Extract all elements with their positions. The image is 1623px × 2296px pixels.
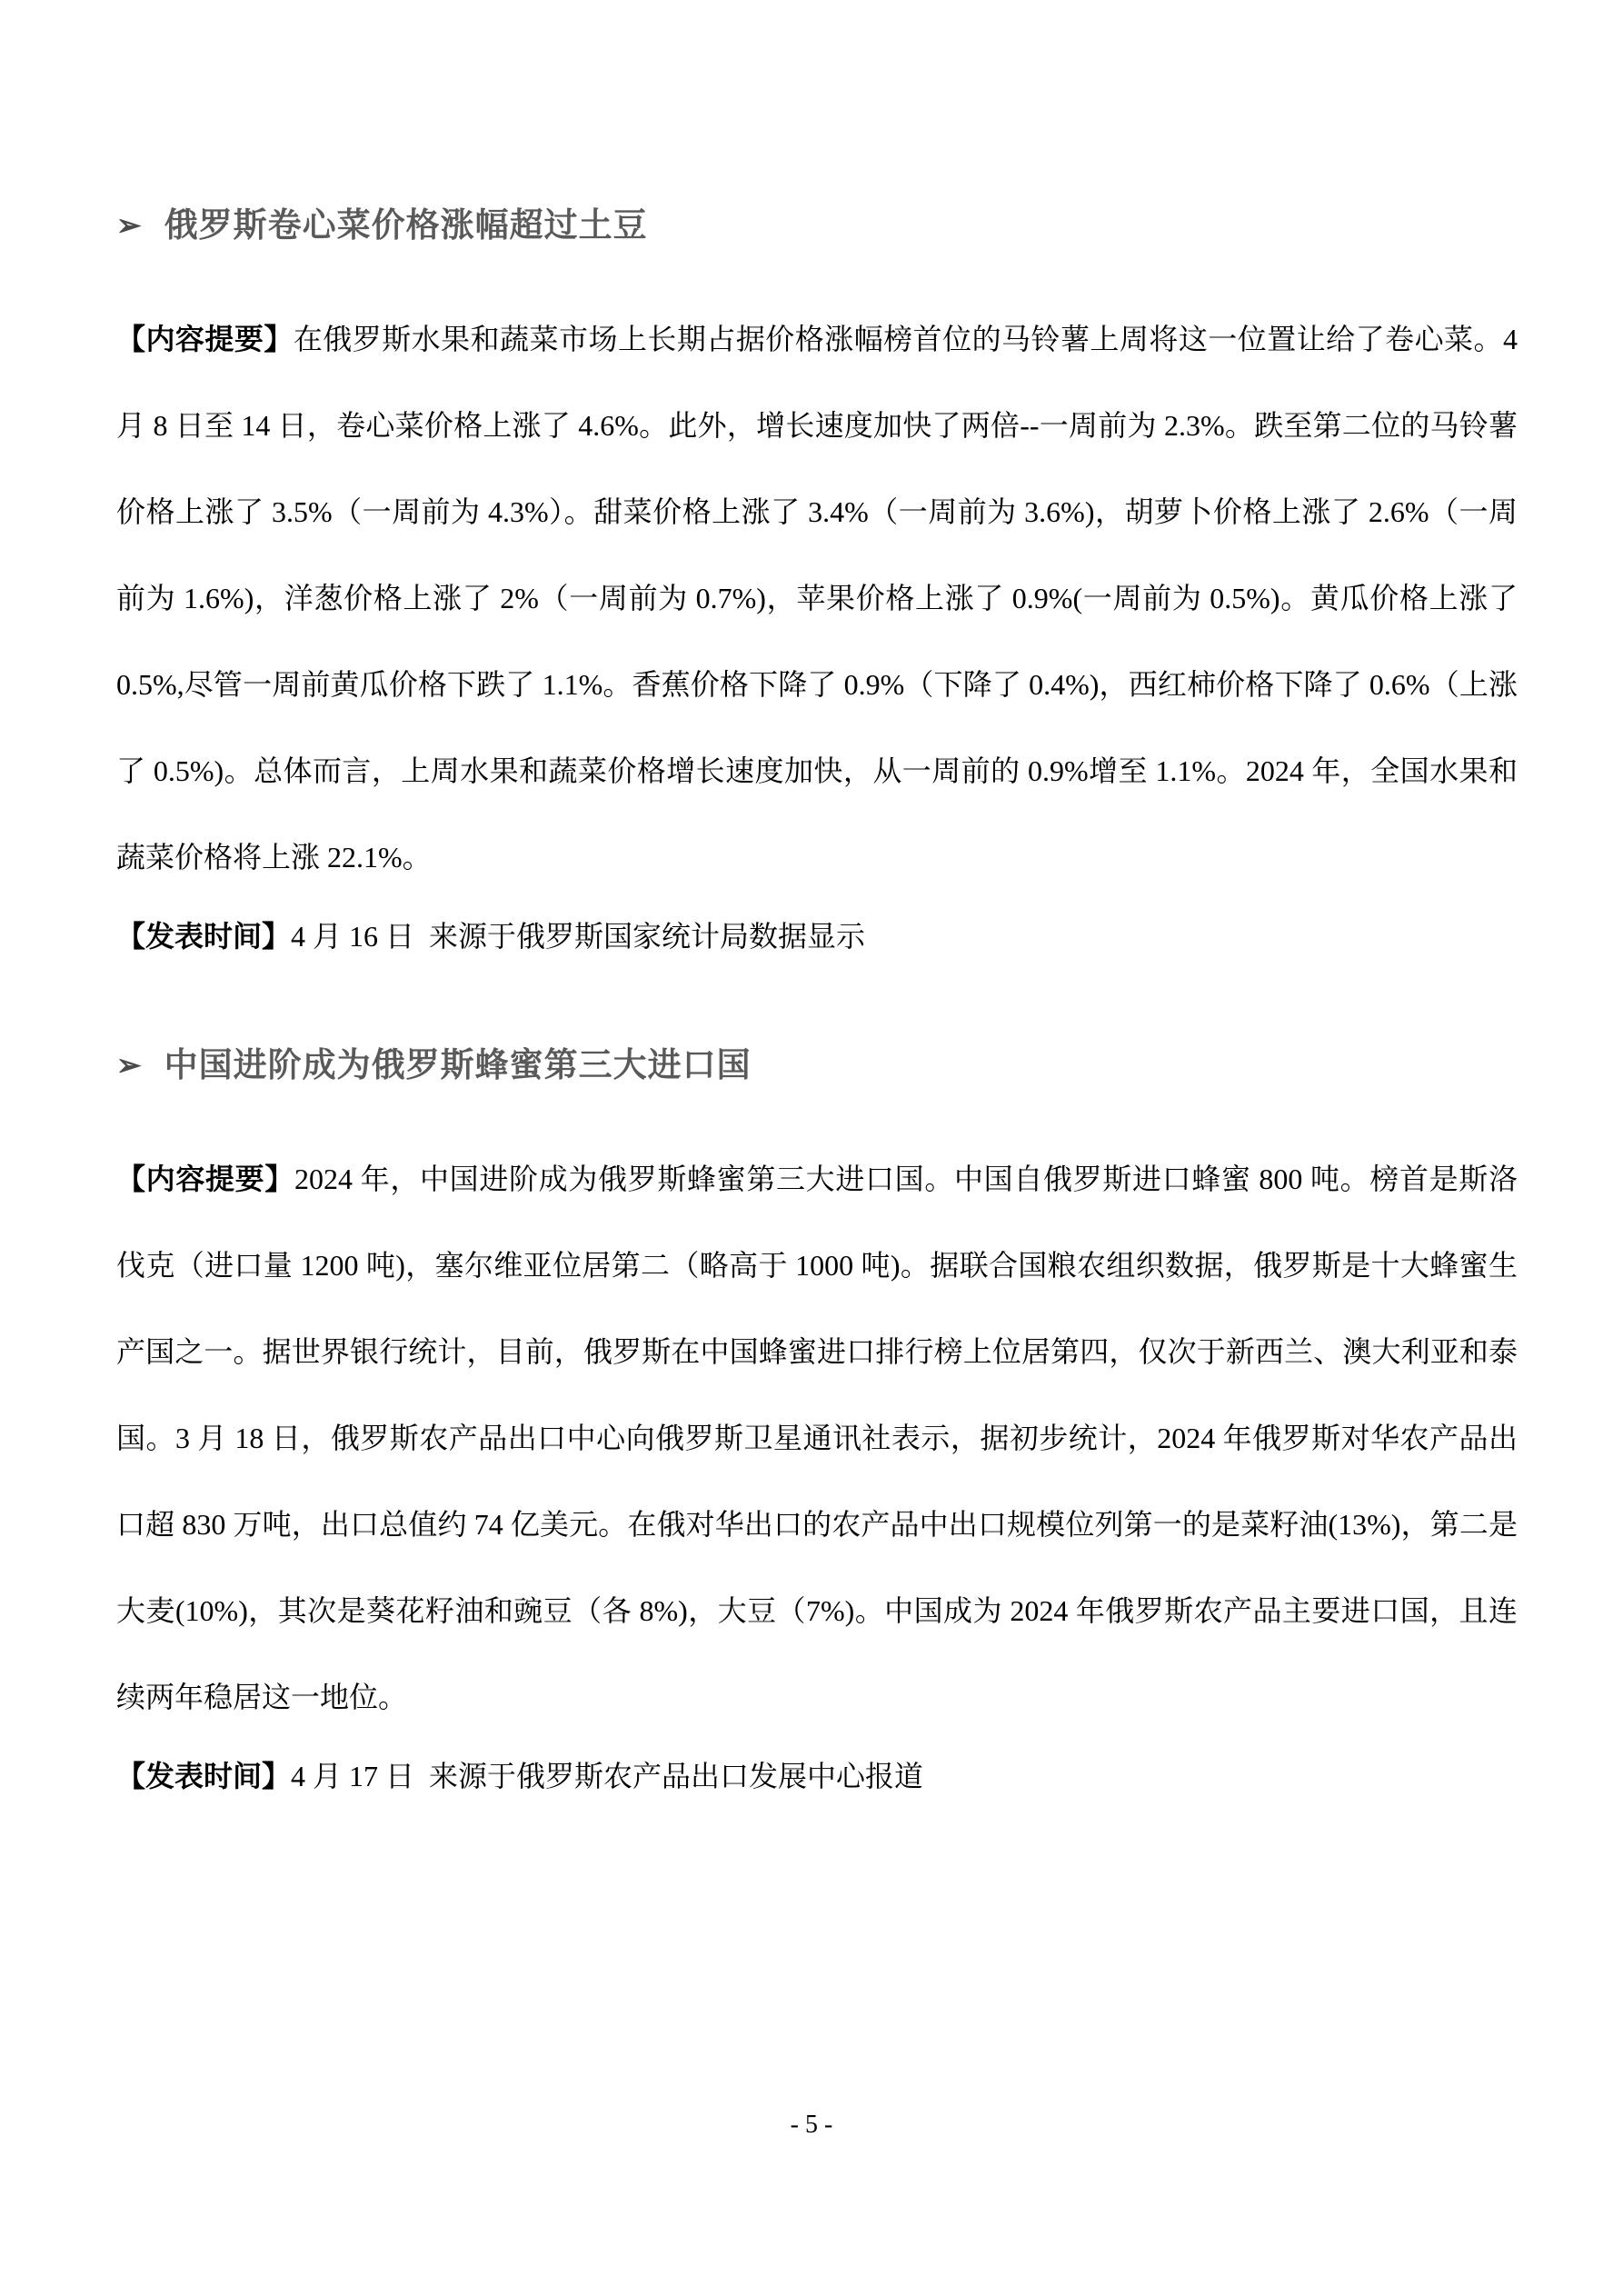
publish-text: 4 月 16 日 来源于俄罗斯国家统计局数据显示 [291,920,866,953]
section-title-row [116,1043,1518,1089]
page-number: - 5 - [790,2111,833,2139]
news-section-cabbage [116,204,1518,980]
summary-label: 【内容提要】 [116,323,294,355]
publish-line [116,1733,1518,1820]
summary-text: 2024 年，中国进阶成为俄罗斯蜂蜜第三大进口国。中国自俄罗斯进口蜂蜜 800 吨。榜首是斯洛伐克（进口量 1200 吨)，塞尔维亚位居第二（略高于 1000 吨)。据联合国粮农组织数据，俄罗斯是十大蜂蜜生产国之一。据世界银行统计，目前，俄罗斯在中国蜂蜜进口排行榜上位居第四，仅次于新西兰、澳大利亚和泰国。3 月 18 日，俄罗斯农产品出口中心向俄罗斯卫星通讯社表示，据初步统计，2024 年俄罗斯对华农产品出口超 830 万吨，出口总值约 74 亿美元。在俄对华出口的农产品中出口规模位列第一的是菜籽油(13%)，第二是大麦(10%)，其次是葵花籽油和豌豆（各 8%)，大豆（7%)。中国成为 2024 年俄罗斯农产品主要进口国，且连续两年稳居这一地位。 [116,1163,1518,1713]
summary-text: 在俄罗斯水果和蔬菜市场上长期占据价格涨幅榜首位的马铃薯上周将这一位置让给了卷心菜。4 月 8 日至 14 日，卷心菜价格上涨了 4.6%。此外，增长速度加快了两倍--一周前为 2.3%。跌至第二位的马铃薯价格上涨了 3.5%（一周前为 4.3%）。甜菜价格上涨了 3.4%（一周前为 3.6%)，胡萝卜价格上涨了 2.6%（一周前为 1.6%)，洋葱价格上涨了 2%（一周前为 0.7%)，苹果价格上涨了 0.9%(一周前为 0.5%)。黄瓜价格上涨了 0.5%,尽管一周前黄瓜价格下跌了 1.1%。香蕉价格下降了 0.9%（下降了 0.4%)，西红柿价格下降了 0.6%（上涨了 0.5%)。总体而言，上周水果和蔬菜价格增长速度加快，从一周前的 0.9%增至 1.1%。2024 年，全国水果和蔬菜价格将上涨 22.1%。 [116,323,1518,873]
summary-paragraph [116,1136,1518,1741]
section-title: 俄罗斯卷心菜价格涨幅超过土豆 [164,207,648,245]
news-section-honey [116,1043,1518,1820]
summary-paragraph [116,296,1518,901]
section-title: 中国进阶成为俄罗斯蜂蜜第三大进口国 [164,1047,752,1084]
publish-label: 【发表时间】 [116,1760,292,1792]
publish-line [116,893,1518,980]
publish-text: 4 月 17 日 来源于俄罗斯农产品出口发展中心报道 [291,1760,924,1792]
arrow-bullet-icon: ➢ [116,210,143,243]
arrow-bullet-icon: ➢ [116,1050,143,1083]
section-title-row [116,204,1518,249]
publish-label: 【发表时间】 [116,920,292,953]
summary-label: 【内容提要】 [116,1163,294,1195]
